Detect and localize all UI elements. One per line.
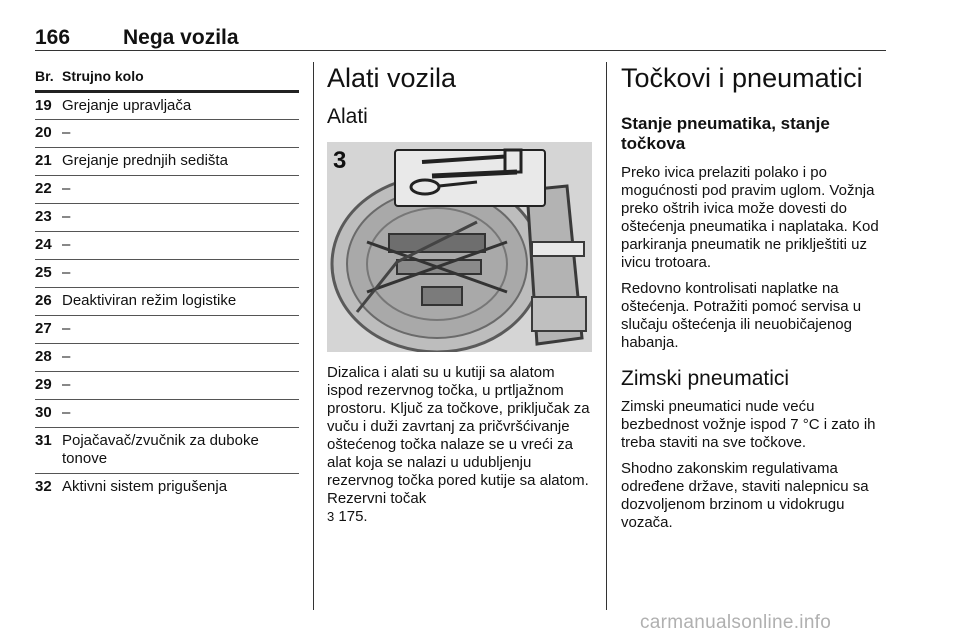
page-header xyxy=(35,22,886,51)
fuse-circuit: – xyxy=(62,236,71,253)
paragraph: Shodno zakonskim regulativama određene države, staviti nalepnicu sa dozvoljenom brzinom u vidokrugu vozača. xyxy=(621,460,869,531)
fuse-circuit: Pojačavač/zvučnik za duboke tonove xyxy=(62,432,259,467)
table-row xyxy=(35,93,299,120)
fuse-number: 32 xyxy=(35,478,52,495)
column-header-number: Br. xyxy=(35,68,54,84)
section-heading: Alati vozila xyxy=(327,63,457,93)
fuse-table xyxy=(35,62,299,501)
table-row xyxy=(35,474,299,501)
paragraph: Zimski pneumatici nude veću bezbednost vožnje ispod 7 °C i zato ih treba staviti na sve točkove. xyxy=(621,398,876,451)
fuse-number: 29 xyxy=(35,376,52,393)
table-row xyxy=(35,288,299,316)
tools-illustration xyxy=(327,142,592,352)
paragraph: Redovno kontrolisati naplatke na oštećenja. Potražiti pomoć servisa u slučaju oštećenja ili neuobičajenog habanja. xyxy=(621,280,862,351)
fuse-circuit: Grejanje prednjih sedišta xyxy=(62,152,228,169)
chapter-title: Nega vozila xyxy=(123,26,239,49)
fuse-number: 24 xyxy=(35,236,52,253)
page-reference-icon: 3 xyxy=(327,509,335,524)
fuse-circuit: – xyxy=(62,208,71,225)
table-row xyxy=(35,204,299,232)
wheels-tyres-section xyxy=(621,62,889,540)
table-row xyxy=(35,260,299,288)
table-row xyxy=(35,176,299,204)
tools-section xyxy=(327,62,592,525)
fuse-number: 25 xyxy=(35,264,52,281)
table-row xyxy=(35,148,299,176)
fuse-number: 20 xyxy=(35,124,52,141)
column-divider xyxy=(606,62,607,610)
tools-paragraph: Dizalica i alati su u kutiji sa alatom ispod rezervnog točka, u prtljažnom prostoru. Ključ za točkove, priključak za vuču i duži zavrtanj za pričvršćivanje oštećenog točka nalaze se u vreći za alat koja se nalazi u udubljenju rezervnog točka pored kutije sa alatom. Rezervni točak xyxy=(327,364,590,507)
fuse-table-header xyxy=(35,62,299,93)
column-header-circuit: Strujno kolo xyxy=(62,68,144,84)
fuse-number: 19 xyxy=(35,97,52,114)
page-reference[interactable]: 175. xyxy=(338,508,368,525)
page-number: 166 xyxy=(35,26,71,49)
fuse-circuit: – xyxy=(62,348,71,365)
fuse-number: 28 xyxy=(35,348,52,365)
fuse-circuit: Aktivni sistem prigušenja xyxy=(62,478,228,495)
table-row xyxy=(35,120,299,148)
fuse-number: 21 xyxy=(35,152,52,169)
fuse-number: 22 xyxy=(35,180,52,197)
fuse-number: 31 xyxy=(35,432,52,449)
fuse-number: 26 xyxy=(35,292,52,309)
watermark: carmanualsonline.info xyxy=(640,612,832,633)
fuse-circuit: Deaktiviran režim logistike xyxy=(62,292,237,309)
tools-description xyxy=(327,364,592,526)
tyre-condition-heading: Stanje pneumatika, stanje točkova xyxy=(621,114,830,153)
table-row xyxy=(35,344,299,372)
fuse-circuit: – xyxy=(62,320,71,337)
fuse-circuit: – xyxy=(62,376,71,393)
fuse-circuit: – xyxy=(62,264,71,281)
table-row xyxy=(35,232,299,260)
column-divider xyxy=(313,62,314,610)
fuse-circuit: – xyxy=(62,124,71,141)
fuse-number: 27 xyxy=(35,320,52,337)
figure-label: 3 xyxy=(333,147,347,174)
fuse-number: 30 xyxy=(35,404,52,421)
fuse-circuit: – xyxy=(62,404,71,421)
section-subheading: Alati xyxy=(327,105,368,128)
fuse-circuit: – xyxy=(62,180,71,197)
table-row xyxy=(35,372,299,400)
table-row xyxy=(35,316,299,344)
winter-tyres-heading: Zimski pneumatici xyxy=(621,367,790,390)
fuse-circuit: Grejanje upravljača xyxy=(62,97,192,114)
table-row xyxy=(35,400,299,428)
fuse-number: 23 xyxy=(35,208,52,225)
table-row xyxy=(35,428,299,474)
section-heading: Točkovi i pneumatici xyxy=(621,63,863,93)
paragraph: Preko ivica prelaziti polako i po mogućnosti pod pravim uglom. Vožnja preko oštrih ivica može dovesti do oštećenja pneumatika i naplataka. Kod parkiranja pneumatik ne priklještiti uz ivicu trotoara. xyxy=(621,164,879,271)
